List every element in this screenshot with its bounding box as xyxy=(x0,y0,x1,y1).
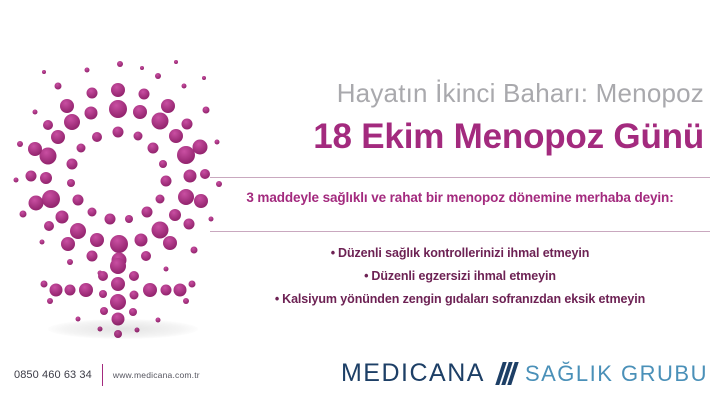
website-url: www.medicana.com.tr xyxy=(112,370,200,380)
bullet-icon: • xyxy=(274,291,280,306)
bullet-icon: • xyxy=(364,268,369,283)
footer-divider xyxy=(102,364,103,386)
headline-title: 18 Ekim Menopoz Günü xyxy=(313,117,704,157)
list-item-label: Kalsiyum yönünden zengin gıdaları sofranızdan eksik etmeyin xyxy=(282,291,646,306)
lead-text: 3 maddeyle sağlıklı ve rahat bir menopoz dönemine merhaba deyin: xyxy=(246,189,674,205)
venus-symbol-icon xyxy=(8,14,228,344)
brand-logo xyxy=(341,359,708,388)
list-item xyxy=(210,292,710,306)
logo-slashes-icon xyxy=(497,362,515,385)
list-item-label: Düzenli egzersizi ihmal etmeyin xyxy=(371,268,556,283)
list-item-label: Düzenli sağlık kontrollerinizi ihmal etmeyin xyxy=(338,245,590,260)
headline-subtitle: Hayatın İkinci Baharı: Menopoz xyxy=(336,78,704,108)
brand-subtitle: SAĞLIK GRUBU xyxy=(524,360,708,386)
ground-shadow xyxy=(48,319,198,339)
footer-contact xyxy=(14,364,200,386)
advice-list xyxy=(210,232,710,308)
list-item xyxy=(210,269,710,283)
venus-symbol-graphic xyxy=(8,14,228,344)
text-content-block xyxy=(210,78,710,308)
bullet-icon: • xyxy=(330,245,336,260)
phone-number: 0850 460 63 34 xyxy=(14,369,92,381)
brand-name: MEDICANA xyxy=(340,359,485,387)
list-item xyxy=(210,246,710,260)
